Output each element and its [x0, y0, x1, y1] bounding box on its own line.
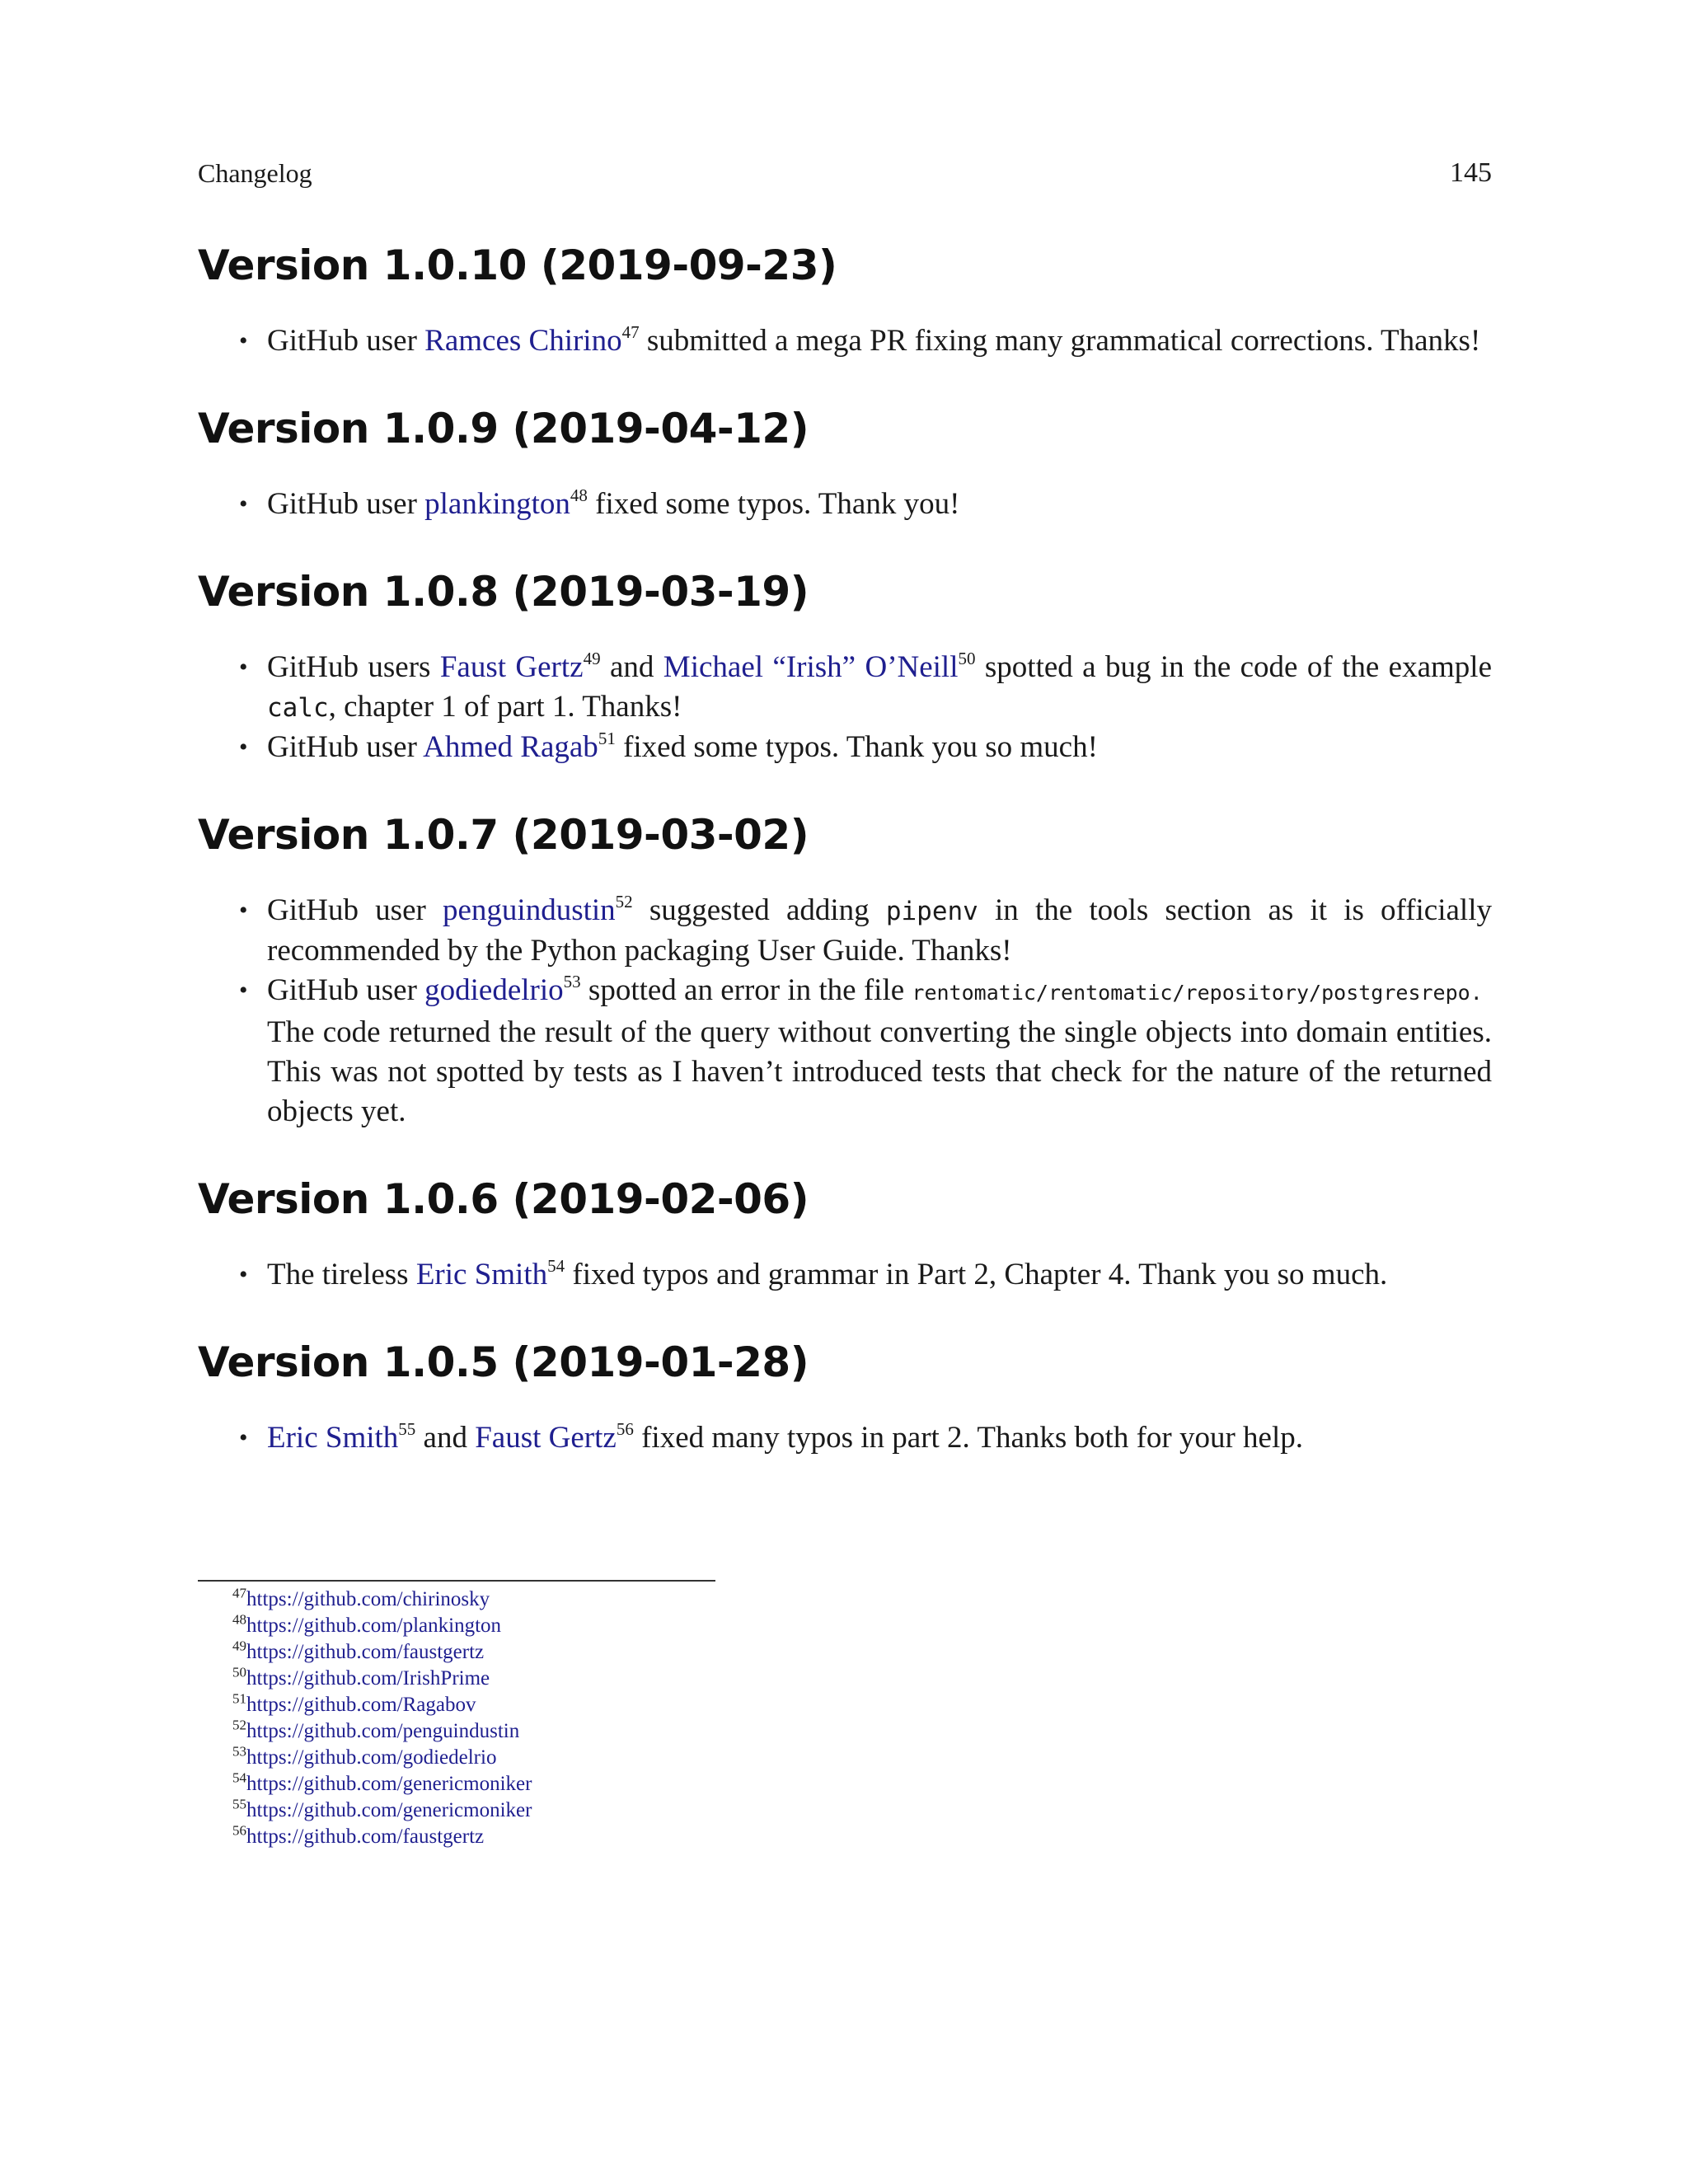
contributor-link[interactable]: Faust Gertz	[475, 1421, 617, 1455]
change-item	[239, 971, 1492, 1132]
item-text: GitHub user	[267, 324, 425, 358]
page-number: 145	[1450, 157, 1492, 188]
footnote-ref[interactable]: 47	[621, 321, 640, 342]
document-page	[198, 0, 1492, 2184]
change-item	[239, 485, 1492, 524]
footnote-item	[232, 1666, 1492, 1692]
item-text: fixed some typos. Thank you so much!	[615, 730, 1098, 764]
change-list	[198, 485, 1492, 524]
change-list	[198, 648, 1492, 767]
footnote-item	[232, 1586, 1492, 1613]
version-heading: Version 1.0.9 (2019-04-12)	[198, 405, 809, 452]
bullet-icon: •	[239, 654, 248, 681]
version-heading: Version 1.0.6 (2019-02-06)	[198, 1175, 809, 1223]
footnote-ref[interactable]: 49	[583, 648, 601, 668]
item-text: GitHub user	[267, 487, 425, 521]
footnote-ref[interactable]: 54	[547, 1255, 565, 1276]
item-text: and	[600, 650, 663, 684]
change-list	[198, 891, 1492, 1132]
bullet-icon: •	[239, 733, 248, 761]
contributor-link[interactable]: Faust Gertz	[439, 650, 584, 684]
footnote-link[interactable]: https://github.com/genericmoniker	[246, 1773, 532, 1795]
footnote-link[interactable]: https://github.com/chirinosky	[246, 1588, 490, 1610]
item-text: GitHub users	[267, 650, 440, 684]
change-item	[239, 1255, 1492, 1295]
item-text: GitHub user	[267, 893, 443, 927]
changelog-content	[198, 239, 1492, 1458]
footnote-link[interactable]: https://github.com/godiedelrio	[246, 1746, 497, 1769]
footnote-item	[232, 1745, 1492, 1771]
change-item	[239, 648, 1492, 728]
footnote-number: 49	[232, 1638, 246, 1654]
change-item	[239, 891, 1492, 971]
item-text: spotted a bug in the code of the example	[975, 650, 1492, 684]
contributor-link[interactable]: Eric Smith	[267, 1421, 399, 1455]
footnote-item	[232, 1771, 1492, 1797]
version-heading: Version 1.0.8 (2019-03-19)	[198, 568, 809, 616]
contributor-link[interactable]: penguindustin	[443, 893, 616, 927]
footnote-ref[interactable]: 52	[615, 891, 633, 912]
version-heading: Version 1.0.10 (2019-09-23)	[198, 241, 837, 289]
contributor-link[interactable]: Ahmed Ragab	[423, 730, 598, 764]
contributor-link[interactable]: godiedelrio	[424, 973, 564, 1007]
version-heading: Version 1.0.5 (2019-01-28)	[198, 1338, 809, 1386]
bullet-icon: •	[239, 897, 248, 924]
footnote-ref[interactable]: 51	[598, 728, 616, 748]
footnote-list	[198, 1586, 1492, 1850]
change-list	[198, 321, 1492, 361]
item-text: The code returned the result of the query without converting the single objects into domain entities. This was not spotted by tests as I haven’t introduced tests that check for the nature of the returned objects yet.	[267, 1015, 1492, 1128]
item-text: , chapter 1 of part 1. Thanks!	[328, 690, 682, 724]
footnote-item	[232, 1639, 1492, 1666]
footnote-link[interactable]: https://github.com/faustgertz	[246, 1825, 485, 1848]
footnote-link[interactable]: https://github.com/faustgertz	[246, 1641, 485, 1663]
change-item	[239, 321, 1492, 361]
footnote-link[interactable]: https://github.com/genericmoniker	[246, 1799, 532, 1821]
item-text: GitHub user	[267, 730, 424, 764]
footnote-link[interactable]: https://github.com/IrishPrime	[246, 1667, 490, 1690]
chapter-title: Changelog	[198, 158, 312, 188]
footnote-item	[232, 1718, 1492, 1745]
bullet-icon: •	[239, 1261, 248, 1288]
footnote-item	[232, 1613, 1492, 1639]
footnote-number: 56	[232, 1822, 246, 1839]
footnote-ref[interactable]: 53	[563, 971, 581, 991]
footnote-ref[interactable]: 55	[398, 1418, 416, 1439]
bullet-icon: •	[239, 977, 248, 1004]
item-text: in the tools section as it is officially recommended by the Python packaging User Guide. Thanks!	[267, 893, 1492, 968]
item-text: and	[415, 1421, 476, 1455]
footnote-number: 47	[232, 1585, 246, 1601]
footnote-number: 52	[232, 1717, 246, 1733]
item-text: fixed typos and grammar in Part 2, Chapter 4. Thank you so much.	[565, 1258, 1388, 1291]
contributor-link[interactable]: Eric Smith	[415, 1258, 548, 1291]
footnote-number: 55	[232, 1796, 246, 1812]
bullet-icon: •	[239, 327, 248, 354]
footnote-number: 54	[232, 1769, 246, 1786]
bullet-icon: •	[239, 1424, 248, 1451]
inline-code: rentomatic/rentomatic/repository/postgresrepo.	[912, 981, 1483, 1005]
change-item	[239, 728, 1492, 767]
inline-code: calc	[267, 693, 329, 723]
footnote-number: 51	[232, 1690, 246, 1707]
footnote-item	[232, 1824, 1492, 1850]
contributor-link[interactable]: Ramces Chirino	[424, 324, 622, 358]
bullet-icon: •	[239, 490, 248, 518]
footnote-number: 48	[232, 1611, 246, 1628]
footnote-number: 50	[232, 1664, 246, 1680]
footnotes	[198, 1580, 1492, 1850]
item-text: submitted a mega PR fixing many grammatical corrections. Thanks!	[639, 324, 1481, 358]
footnote-ref[interactable]: 50	[958, 648, 976, 668]
footnote-link[interactable]: https://github.com/penguindustin	[246, 1720, 520, 1742]
contributor-link[interactable]: Michael “Irish” O’Neill	[663, 650, 959, 684]
item-text: suggested adding	[632, 893, 886, 927]
footnote-ref[interactable]: 48	[570, 485, 588, 505]
footnote-link[interactable]: https://github.com/Ragabov	[246, 1694, 476, 1716]
item-text: fixed many typos in part 2. Thanks both for your help.	[633, 1421, 1304, 1455]
item-text: GitHub user	[267, 973, 425, 1007]
footnote-number: 53	[232, 1743, 246, 1760]
change-list	[198, 1255, 1492, 1295]
inline-code: pipenv	[885, 897, 978, 926]
footnote-link[interactable]: https://github.com/plankington	[246, 1615, 502, 1637]
version-heading: Version 1.0.7 (2019-03-02)	[198, 811, 809, 859]
footnote-ref[interactable]: 56	[616, 1418, 634, 1439]
item-text: spotted an error in the file	[580, 973, 912, 1007]
footnote-item	[232, 1692, 1492, 1718]
footnote-rule	[198, 1580, 715, 1582]
contributor-link[interactable]: plankington	[424, 487, 570, 521]
footnote-item	[232, 1797, 1492, 1824]
change-item	[239, 1418, 1492, 1458]
item-text: fixed some typos. Thank you!	[587, 487, 960, 521]
change-list	[198, 1418, 1492, 1458]
item-text: The tireless	[267, 1258, 416, 1291]
